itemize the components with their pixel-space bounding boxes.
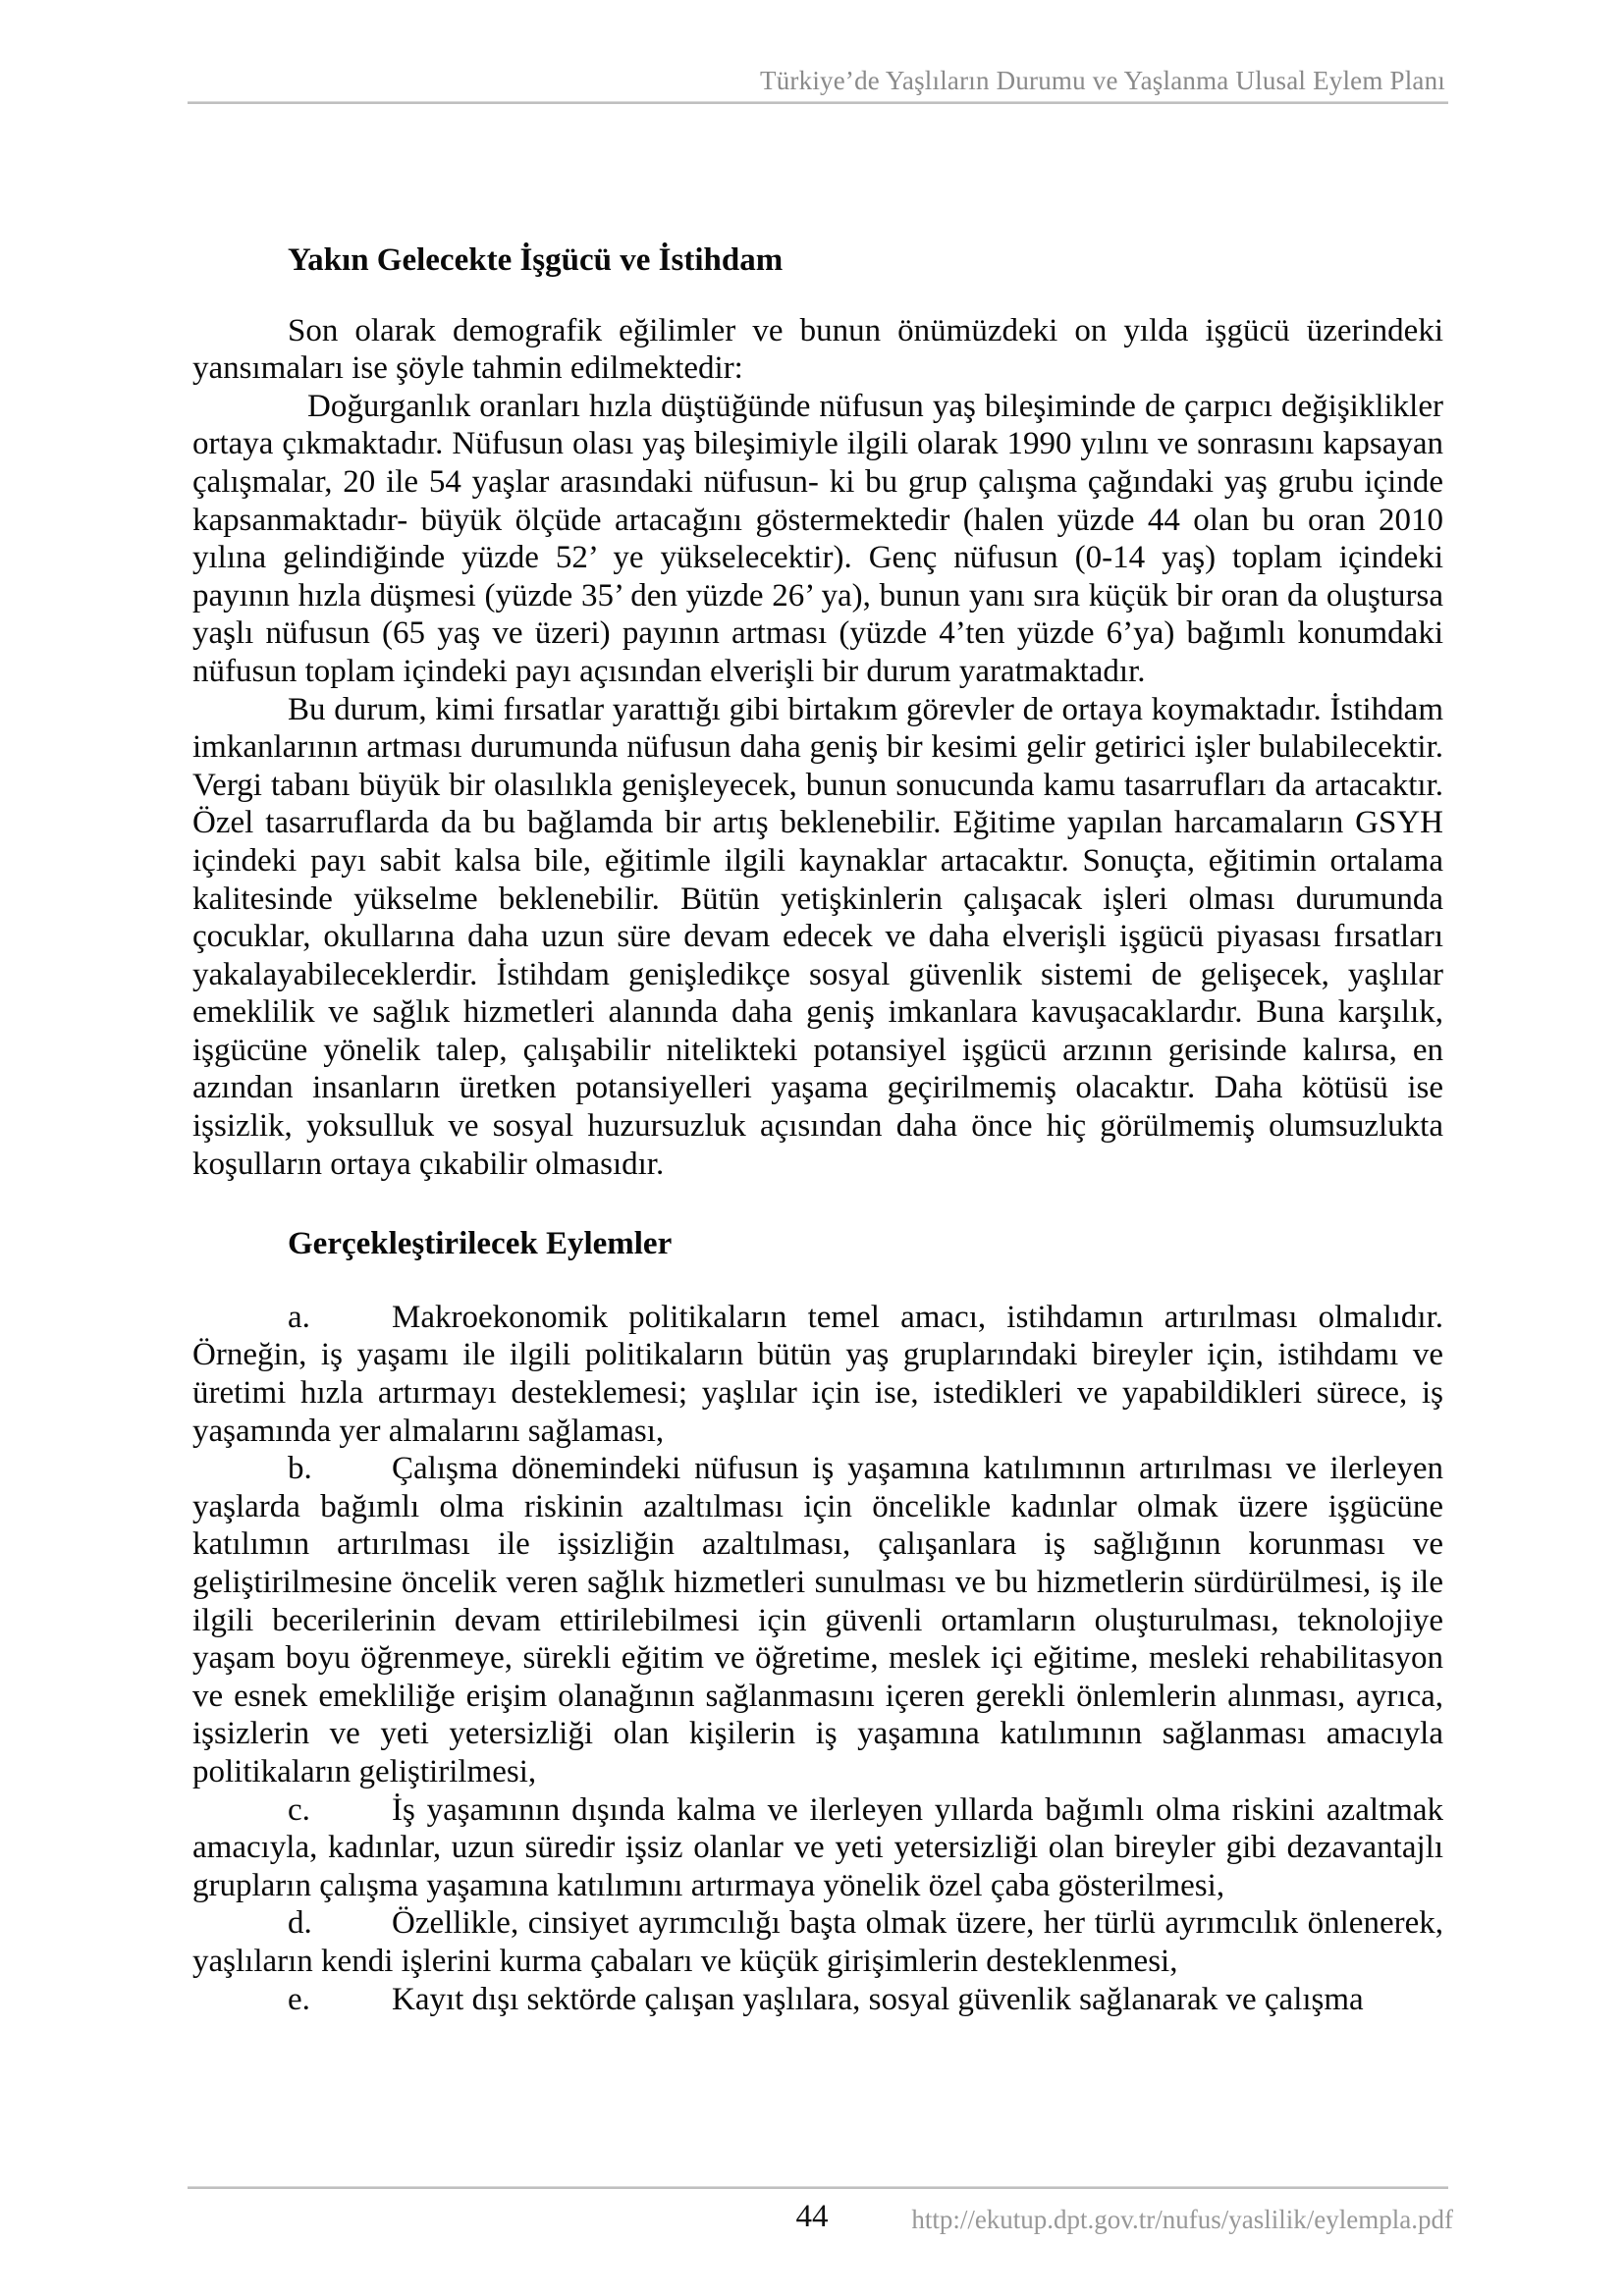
list-item-c xyxy=(192,1791,1443,1905)
list-item-text: Çalışma dönemindeki nüfusun iş yaşamına katılımının artırılması ve ilerleyen yaşlarda bağımlı olma riskinin azaltılması için öncelikle kadınlar olmak üzere işgücüne katılımın artırılması ile işsizliğin azaltılması, çalışanlara iş sağlığının korunması ve geliştirilmesine öncelik veren sağlık hizmetleri sunulması ve bu hizmetlerin sürdürülmesi, iş ile ilgili becerilerinin devam ettirilebilmesi için güvenli ortamların oluşturulması, teknolojiye yaşam boyu öğrenmeye, sürekli eğitim ve öğretime, meslek içi eğitime, mesleki rehabilitasyon ve esnek emekliliğe erişim olanağının sağlanmasını içeren gerekli önlemlerin alınması, ayrıca, işsizlerin ve yeti yetersizliği olan kişilerin iş yaşamına katılımının sağlanması amacıyla politikaların geliştirilmesi, xyxy=(192,1451,1443,1789)
running-header-title: Türkiye’de Yaşlıların Durumu ve Yaşlanma Ulusal Eylem Planı xyxy=(760,66,1445,95)
page-number: 44 xyxy=(795,2199,829,2234)
paragraph-fertility: Doğurganlık oranları hızla düştüğünde nüfusun yaş bileşiminde de çarpıcı değişiklikler ortaya çıkmaktadır. Nüfusun olası yaş bileşimiyle ilgili olarak 1990 yılını ve sonrasını kapsayan çalışmalar, 20 ile 54 yaşlar arasındaki nüfusun- ki bu grup çalışma çağındaki yaş grubu içinde kapsanmaktadır- büyük ölçüde artacağını göstermektedir (halen yüzde 44 olan bu oran 2010 yılına gelindiğinde yüzde 52’ ye yükselecektir). Genç nüfusun (0-14 yaş) toplam içindeki payının hızla düşmesi (yüzde 35’ den yüzde 26’ ya), bunun yanı sıra küçük bir oran da oluştursa yaşlı nüfusun (65 yaş ve üzeri) payının artması (yüzde 4’ten yüzde 6’ya) bağımlı konumdaki nüfusun toplam içindeki payı açısından elverişli bir durum yaratmaktadır. xyxy=(192,388,1443,689)
list-item-a xyxy=(192,1299,1443,1450)
list-item-e xyxy=(192,1981,1443,2019)
list-item-d xyxy=(192,1904,1443,1980)
list-item-text: Özellikle, cinsiyet ayrımcılığı başta olmak üzere, her türlü ayrımcılık önlenerek, yaşlıların kendi işlerini kurma çabaları ve küçük girişimlerin desteklenmesi, xyxy=(192,1905,1443,1979)
footer-url: http://ekutup.dpt.gov.tr/nufus/yaslilik/eylempla.pdf xyxy=(911,2205,1453,2234)
page-body xyxy=(192,241,1443,2018)
list-item-text: Makroekonomik politikaların temel amacı, istihdamın artırılması olmalıdır. Örneğin, iş yaşamı ile ilgili politikaların bütün yaş gruplarındaki bireyler için, istihdamı ve üretimi hızla artırmayı desteklemesi; yaşlılar için ise, istedikleri ve yapabildikleri sürece, iş yaşamında yer almalarını sağlaması, xyxy=(192,1299,1443,1449)
header-divider xyxy=(188,101,1448,104)
list-item-b xyxy=(192,1450,1443,1790)
paragraph-intro: Son olarak demografik eğilimler ve bunun önümüzdeki on yılda işgücü üzerindeki yansımaları ise şöyle tahmin edilmektedir: xyxy=(192,312,1443,387)
list-item-letter: d. xyxy=(288,1905,312,1942)
list-item-text: Kayıt dışı sektörde çalışan yaşlılara, sosyal güvenlik sağlanarak ve çalışma xyxy=(392,1981,1364,2017)
paragraph-opportunities: Bu durum, kimi fırsatlar yarattığı gibi birtakım görevler de ortaya koymaktadır. İstihdam imkanlarının artması durumunda nüfusun daha geniş bir kesimi gelir getirici işler bulabilecektir. Vergi tabanı büyük bir olasılıkla genişleyecek, bunun sonucunda kamu tasarrufları da artacaktır. Özel tasarruflarda da bu bağlamda bir artış beklenebilir. Eğitime yapılan harcamaların GSYH içindeki payı sabit kalsa bile, eğitimle ilgili kaynaklar artacaktır. Sonuçta, eğitimin ortalama kalitesinde yükselme beklenebilir. Bütün yetişkinlerin çalışacak işleri olması durumunda çocuklar, okullarına daha uzun süre devam edecek ve daha elverişli işgücü piyasası fırsatları yakalayabileceklerdir. İstihdam genişledikçe sosyal güvenlik sistemi de gelişecek, yaşlılar emeklilik ve sağlık hizmetleri alanında daha geniş imkanlara kavuşacaklardır. Buna karşılık, işgücüne yönelik talep, çalışabilir nitelikteki potansiyel işgücü arzının gerisinde kalırsa, en azından insanların üretken potansiyelleri yaşama geçirilmemiş olacaktır. Daha kötüsü ise işsizlik, yoksulluk ve sosyal huzursuzluk açısından daha önce hiç görülmemiş olumsuzlukta koşulların ortaya çıkabilir olmasıdır. xyxy=(192,691,1443,1182)
list-item-text: İş yaşamının dışında kalma ve ilerleyen yıllarda bağımlı olma riskini azaltmak amacıyla, kadınlar, uzun süredir işsiz olanlar ve yeti yetersizliği olan bireyler gibi dezavantajlı grupların çalışma yaşamına katılımını artırmaya yönelik özel çaba gösterilmesi, xyxy=(192,1791,1443,1903)
list-item-letter: a. xyxy=(288,1299,310,1335)
footer-divider xyxy=(188,2186,1448,2189)
list-item-letter: b. xyxy=(288,1451,312,1487)
heading-labor-future: Yakın Gelecekte İşgücü ve İstihdam xyxy=(288,242,784,278)
heading-actions: Gerçekleştirilecek Eylemler xyxy=(288,1226,673,1262)
list-item-letter: e. xyxy=(288,1981,310,2017)
list-item-letter: c. xyxy=(288,1791,310,1828)
